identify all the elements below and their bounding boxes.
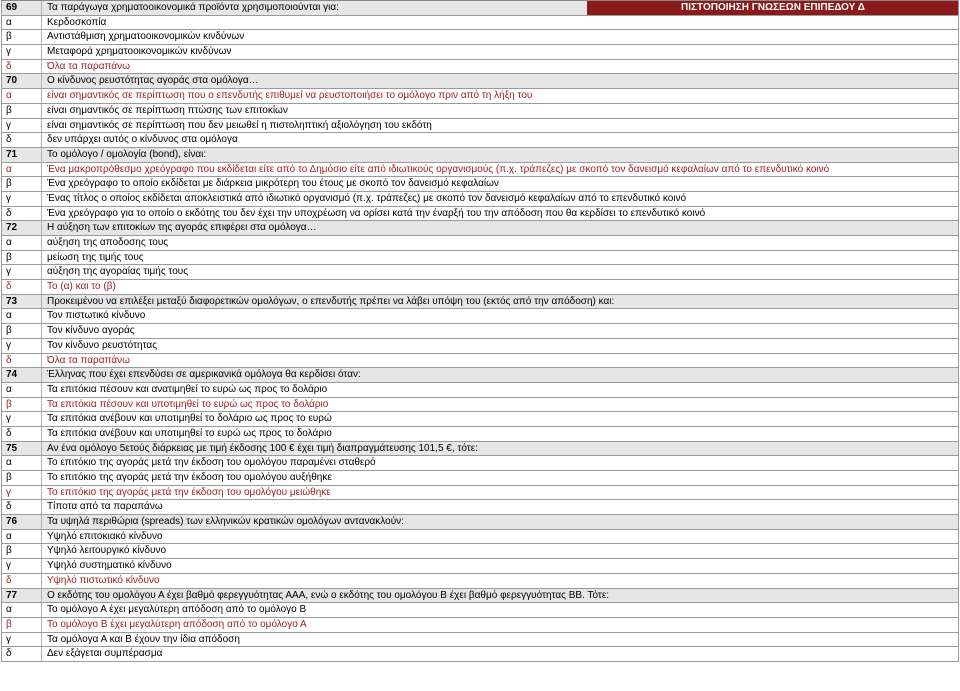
question-text: Η αύξηση των επιτοκίων της αγοράς επιφέρει στα ομόλογα… (42, 221, 958, 235)
answer-text: Ένας τίτλος ο οποίος εκδίδεται αποκλειστικά από ιδιωτικό οργανισμό (π.χ. τράπεζες) με σκοπό τον δανεισμό κεφαλαίων από το επενδυτικό κοινό (47, 192, 687, 204)
answer-letter: γ (2, 559, 42, 573)
answer-row (1, 412, 959, 427)
answer-letter: α (2, 236, 42, 250)
answer-letter: δ (2, 500, 42, 514)
answer-row (1, 618, 959, 633)
answer-letter: α (2, 163, 42, 177)
question-text: Προκειμένου να επιλέξει μεταξύ διαφορετικών ομολόγων, ο επενδυτής πρέπει να λάβει υπόψη του (εκτός από την απόδοση) και: (42, 295, 958, 309)
answer-row (1, 104, 959, 119)
answer-text: δεν υπάρχει αυτός ο κίνδυνος στα ομόλογα (47, 134, 238, 146)
answer-text: είναι σημαντικός σε περίπτωση που δεν μειωθεί η πιστοληπτική αξιολόγηση του εκδότη (47, 119, 432, 131)
answer-text: Ένα χρεόγραφο για το οποίο ο εκδότης του δεν έχει την υποχρέωση να ορίσει κατά την έναρξή του την απόδοση που θα κερδίσει το επενδυτικό κοινό (47, 207, 706, 219)
answer-text: Το επιτόκιο της αγοράς μετά την έκδοση του ομολόγου μειώθηκε (47, 486, 331, 498)
answer-letter: α (2, 603, 42, 617)
answer-row (1, 530, 959, 545)
answer-text: είναι σημαντικός σε περίπτωση πτώσης των επιτοκίων (47, 104, 288, 116)
question-number: 75 (2, 442, 42, 456)
question-number: 73 (2, 295, 42, 309)
answer-row (1, 383, 959, 398)
header-cell (42, 1, 958, 15)
question-row (1, 515, 959, 530)
answer-text: Όλα τα παραπάνω (47, 60, 130, 72)
answer-text: Μεταφορά χρηματοοικονομικών κινδύνων (47, 46, 232, 58)
answer-text: Το ομόλογο Α έχει μεγαλύτερη απόδοση από το ομόλογο Β (47, 604, 307, 616)
answer-text: Τίποτα από τα παραπάνω (47, 501, 163, 513)
answer-row (1, 89, 959, 104)
answer-row (1, 16, 959, 31)
answer-letter: β (2, 177, 42, 191)
answer-letter: δ (2, 207, 42, 221)
question-sheet (1, 0, 959, 662)
answer-text: Το ομόλογο Β έχει μεγαλύτερη απόδοση από το ομόλογο Α (47, 618, 307, 630)
answer-row (1, 603, 959, 618)
answer-letter: α (2, 383, 42, 397)
answer-text: Υψηλό συστηματικό κίνδυνο (47, 560, 172, 572)
question-text: Αν ένα ομόλογο 5ετούς διάρκειας με τιμή έκδοσης 100 € έχει τιμή διαπραγμάτευσης 101,5 €, τότε: (42, 442, 958, 456)
answer-row (1, 251, 959, 266)
question-row (1, 589, 959, 604)
question-number: 70 (2, 74, 42, 88)
answer-letter: γ (2, 486, 42, 500)
question-text: Ο κίνδυνος ρευστότητας αγοράς στα ομόλογα… (42, 74, 958, 88)
answer-row (1, 207, 959, 222)
answer-text: Όλα τα παραπάνω (47, 354, 130, 366)
answer-letter: γ (2, 339, 42, 353)
answer-letter: β (2, 251, 42, 265)
question-text: Τα παράγωγα χρηματοοικονομικά προϊόντα χρησιμοποιούνται για: (47, 2, 339, 13)
answer-text: Τον κίνδυνο ρευστότητας (47, 339, 158, 351)
answer-letter: δ (2, 280, 42, 294)
answer-row (1, 119, 959, 134)
answer-row (1, 309, 959, 324)
answer-text: Υψηλό λειτουργικό κίνδυνο (47, 545, 167, 557)
answer-text: Το επιτόκιο της αγοράς μετά την έκδοση του ομολόγου παραμένει σταθερό (47, 457, 376, 469)
answer-text: Τον κίνδυνο αγοράς (47, 325, 135, 337)
answer-letter: α (2, 89, 42, 103)
answer-text: Ένα μακροπρόθεσμο χρεόγραφο που εκδίδεται είτε από το Δημόσιο είτε από ιδιωτικούς οργανισμούς (π.χ. τράπεζες) με σκοπό τον δανεισμό κεφαλαίων από το επενδυτικό κοινό (47, 163, 830, 175)
answer-row (1, 574, 959, 589)
answer-row (1, 471, 959, 486)
question-row (1, 1, 959, 16)
answer-row (1, 633, 959, 648)
question-number: 71 (2, 148, 42, 162)
answer-text: Δεν εξάγεται συμπέρασμα (47, 648, 163, 660)
answer-letter: γ (2, 119, 42, 133)
answer-row (1, 192, 959, 207)
question-row (1, 221, 959, 236)
answer-letter: δ (2, 354, 42, 368)
answer-letter: γ (2, 633, 42, 647)
answer-letter: γ (2, 412, 42, 426)
answer-letter: β (2, 471, 42, 485)
answer-row (1, 133, 959, 148)
answer-text: Τα ομόλογα Α και Β έχουν την ίδια απόδοση (47, 633, 240, 645)
answer-row (1, 60, 959, 75)
answer-row (1, 265, 959, 280)
answer-text: Τα επιτόκια ανέβουν και υποτιμηθεί το ευρώ ως προς το δολάριο (47, 427, 332, 439)
answer-row (1, 45, 959, 60)
answer-letter: γ (2, 265, 42, 279)
answer-row (1, 544, 959, 559)
answer-letter: α (2, 456, 42, 470)
answer-row (1, 500, 959, 515)
answer-letter: α (2, 530, 42, 544)
answer-letter: δ (2, 427, 42, 441)
answer-row (1, 486, 959, 501)
answer-text: Τα επιτόκια πέσουν και υποτιμηθεί το ευρώ ως προς το δολάριο (47, 398, 329, 410)
answer-text: Κερδοσκοπία (47, 16, 107, 28)
question-number: 69 (2, 1, 42, 15)
answer-row (1, 456, 959, 471)
answer-letter: δ (2, 60, 42, 74)
answer-row (1, 398, 959, 413)
answer-text: Τα επιτόκια ανέβουν και υποτιμηθεί το δολάριο ως προς το ευρώ (47, 413, 332, 425)
answer-row (1, 163, 959, 178)
question-row (1, 368, 959, 383)
answer-letter: β (2, 324, 42, 338)
answer-row (1, 177, 959, 192)
question-number: 77 (2, 589, 42, 603)
answer-text: είναι σημαντικός σε περίπτωση που ο επενδυτής επιθυμεί να ρευστοποιήσει το ομόλογο πριν από τη λήξη του (47, 90, 533, 102)
question-text: Έλληνας που έχει επενδύσει σε αμερικανικά ομόλογα θα κερδίσει όταν: (42, 368, 958, 382)
answer-letter: α (2, 16, 42, 30)
answer-text: Το επιτόκιο της αγοράς μετά την έκδοση του ομολόγου αυξήθηκε (47, 472, 332, 483)
answer-letter: γ (2, 192, 42, 206)
answer-row (1, 280, 959, 295)
answer-letter: β (2, 618, 42, 632)
question-row (1, 295, 959, 310)
question-row (1, 442, 959, 457)
answer-text: Τα επιτόκια πέσουν και ανατιμηθεί το ευρώ ως προς το δολάριο (47, 383, 328, 395)
answer-letter: γ (2, 45, 42, 59)
question-row (1, 148, 959, 163)
answer-text: Υψηλό πιστωτικό κίνδυνο (47, 574, 160, 586)
answer-row (1, 647, 959, 662)
answer-text: αύξηση της αποδοσης τους (47, 237, 169, 248)
question-text: Τα υψηλά περιθώρια (spreads) των ελληνικών κρατικών ομολόγων αντανακλούν: (42, 515, 958, 529)
question-number: 72 (2, 221, 42, 235)
answer-text: μείωση της τιμής τους (47, 251, 144, 263)
answer-letter: α (2, 309, 42, 323)
answer-letter: δ (2, 574, 42, 588)
question-row (1, 74, 959, 89)
answer-row (1, 427, 959, 442)
question-number: 76 (2, 515, 42, 529)
answer-letter: β (2, 398, 42, 412)
answer-row (1, 559, 959, 574)
question-text: Ο εκδότης του ομολόγου Α έχει βαθμό φερεγγυότητας ΑΑΑ, ενώ ο εκδότης του ομολόγου Β έχει βαθμό φερεγγυότητας ΒΒ. Τότε: (42, 589, 958, 603)
answer-letter: β (2, 544, 42, 558)
answer-text: Υψηλό επιτοκιακό κίνδυνο (47, 530, 163, 542)
document-title: ΠΙΣΤΟΠΟΙΗΣΗ ΓΝΩΣΕΩΝ ΕΠΙΠΕΔΟΥ Δ (587, 1, 958, 15)
answer-letter: δ (2, 647, 42, 661)
question-text: Το ομόλογο / ομολογία (bond), είναι: (42, 148, 958, 162)
answer-text: αύξηση της αγοραίας τιμής τους (47, 266, 189, 278)
answer-letter: β (2, 30, 42, 44)
answer-row (1, 324, 959, 339)
answer-row (1, 236, 959, 251)
answer-row (1, 30, 959, 45)
answer-text: Ένα χρεόγραφο το οποίο εκδίδεται με διάρκεια μικρότερη του έτους με σκοπό τον δανεισμό κεφαλαίων (47, 178, 499, 190)
answer-row (1, 339, 959, 354)
question-number: 74 (2, 368, 42, 382)
answer-row (1, 354, 959, 369)
answer-text: Τον πιστωτικό κίνδυνο (47, 310, 146, 322)
answer-letter: δ (2, 133, 42, 147)
answer-text: Αντιστάθμιση χρηματοοικονομικών κινδύνων (47, 31, 245, 43)
answer-text: Το (α) και το (β) (47, 281, 116, 293)
answer-letter: β (2, 104, 42, 118)
